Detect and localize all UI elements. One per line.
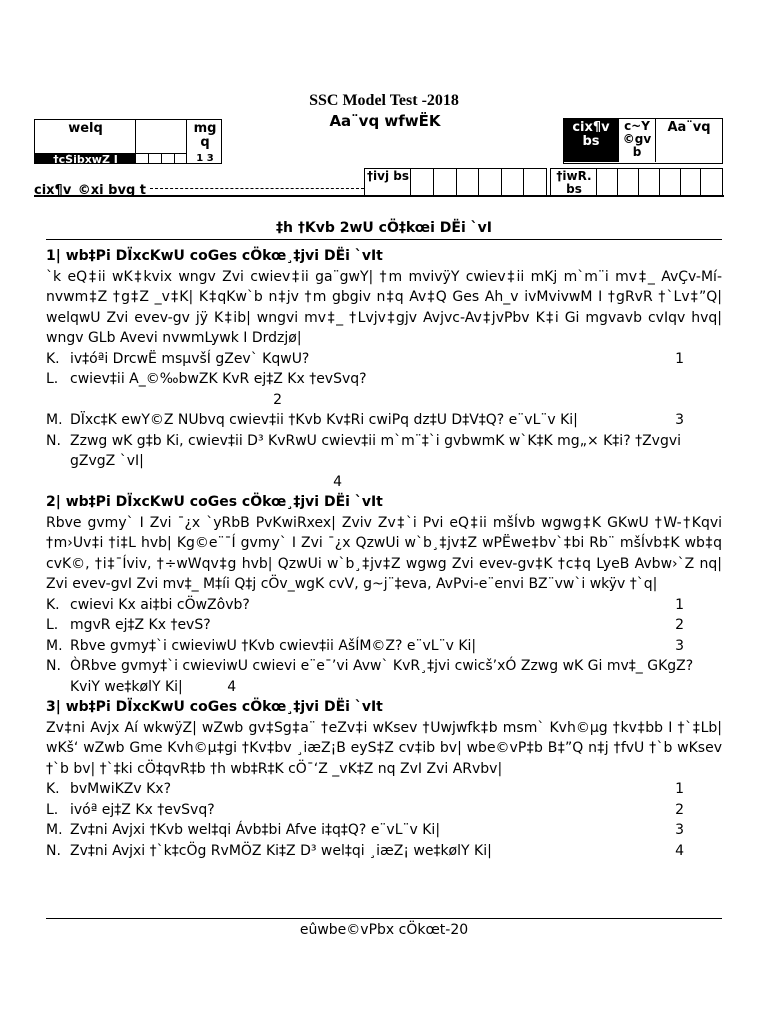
option-marks: 3	[675, 412, 684, 428]
subject-title: Aa¨vq wfwËK	[329, 112, 441, 130]
exam-info-box	[563, 118, 723, 164]
question-stem: Rbve gvmy` I Zvi ¯¿x `yRbB PvKwiRxex| Zviv Zv‡`i Pvi eQ‡ii mšÍvb wgwg‡K GKwU †W-†Kqvi †m›Uv‡i †i‡L hvb| Kg©e¨¯Í gvmy` I Zvi ¯¿x QzwUi w`b¸‡jv‡Z wPËwe‡bv`‡bi Rb¨ mšÍvb‡K wb‡q cvK©, †i‡¯Íviv, †÷wWqv‡g hvb| QzwUi w`b¸‡jv‡Z wgwg Zvi evev-gv‡K †c‡q LyeB Avbw›`Z nq| Zvi evev-gvI Zvi mv‡_ M‡íi Q‡j cÖv_wgK cvV, g~j¨‡eva, AvPvi-e¨envi BZ¨vw`i wkÿv †`q|	[46, 514, 722, 592]
code-label: mg q	[193, 121, 217, 150]
option-text: cwievi Kx ai‡bi cÖwZôvb?	[70, 596, 250, 613]
reg-digit-box[interactable]	[597, 169, 618, 195]
option-label: L.	[46, 801, 59, 818]
question-option	[46, 349, 722, 370]
chapter-label: Aa¨vq	[667, 120, 711, 135]
exam-title: SSC Model Test -2018	[309, 92, 459, 109]
full-marks-label: c~Y ©gv b	[622, 119, 652, 159]
option-marks: 4	[333, 473, 342, 490]
examinee-name-field[interactable]	[150, 188, 364, 189]
option-label: L.	[46, 371, 59, 387]
questions-container	[46, 246, 722, 861]
option-text: Zv‡ni Avjxi †`k‡cÖg RvMÖZ Ki‡Z D³ wel‡qi ¸iæZ¡ we‡kølY Ki|	[70, 842, 492, 859]
option-marks: 2	[273, 391, 282, 408]
question-option	[46, 800, 722, 821]
registration-label: †iwR. bs	[556, 169, 592, 196]
option-text: ÒRbve gvmy‡`i cwieviwU cwievi e¨e¯’vi Avw` KvR¸‡jvi cwicš’xÓ Zzwg wK Gi mv‡_ GKgZ? KviY we‡kølY Ki|	[70, 658, 694, 695]
question-3	[46, 697, 722, 861]
registration-box	[550, 168, 723, 196]
question-option	[46, 615, 722, 636]
footer-rule	[46, 918, 722, 919]
option-label: K.	[46, 596, 60, 613]
option-label: K.	[46, 781, 60, 797]
question-heading: 1| wb‡Pi DÏxcKwU coGes cÖkœ¸‡jvi DËi `vIt	[46, 248, 383, 264]
option-label: N.	[46, 432, 61, 449]
subject-name-cell: †cŠibxwZ I	[35, 154, 136, 163]
roll-digit-box[interactable]	[411, 169, 434, 195]
option-label: M.	[46, 412, 63, 428]
option-text: mgvR ej‡Z Kx †evS?	[70, 617, 211, 633]
question-option	[46, 841, 722, 862]
reg-digit-box[interactable]	[639, 169, 660, 195]
option-marks: 1	[675, 781, 684, 797]
option-marks: 4	[227, 678, 237, 695]
option-text: DÏxc‡K ewY©Z NUbvq cwiev‡ii †Kvb Kv‡Ri cwiPq dz‡U D‡V‡Q? e¨vL¨v Ki|	[70, 412, 578, 428]
question-option	[46, 820, 722, 841]
exam-number-label: cix¶v bs	[564, 119, 618, 162]
question-option	[46, 410, 722, 431]
question-option	[46, 369, 722, 410]
option-text: cwiev‡ii A_©‰bwZK KvR ej‡Z Kx †evSvq?	[70, 371, 367, 387]
option-label: N.	[46, 658, 61, 674]
question-option	[46, 595, 722, 616]
roll-digit-box[interactable]	[502, 169, 524, 195]
subject-code-value: 1 3	[196, 154, 214, 163]
section-rule	[46, 239, 722, 240]
section-instruction: ‡h †Kvb 2wU cÖ‡kœi DËi `vI	[276, 220, 492, 236]
question-1	[46, 246, 722, 492]
header-divider	[34, 195, 724, 197]
option-marks: 3	[675, 822, 684, 838]
roll-box	[364, 168, 547, 196]
subject-box	[34, 119, 222, 164]
option-marks: 3	[675, 637, 684, 654]
option-text: iv‡óªi DrcwË msµvšÍ gZev` KqwU?	[70, 350, 310, 367]
option-text: bvMwiKZv Kx?	[70, 781, 171, 797]
option-marks: 2	[675, 617, 684, 633]
question-2	[46, 492, 722, 697]
question-option	[46, 431, 722, 493]
option-text: Zv‡ni Avjxi †Kvb wel‡qi Ávb‡bi Afve i‡q‡Q? e¨vL¨v Ki|	[70, 822, 441, 838]
option-text: Rbve gvmy‡`i cwieviwU †Kvb cwiev‡ii AšÍM©Z? e¨vL¨v Ki|	[70, 637, 477, 654]
reg-digit-box[interactable]	[660, 169, 681, 195]
question-option	[46, 656, 722, 697]
question-option	[46, 779, 722, 800]
roll-digit-box[interactable]	[479, 169, 502, 195]
option-label: N.	[46, 842, 61, 859]
question-heading: 3| wb‡Pi DÏxcKwU coGes cÖkœ¸‡jvi DËi `vIt	[46, 699, 383, 715]
option-marks: 1	[675, 350, 684, 367]
question-stem: Zv‡ni Avjx Aí wkwÿZ| wZwb gv‡Sg‡a¨ †eZv‡i wKsev †Uwjwfk‡b msm` Kvh©µg †kv‡bb I †`‡Lb| wKš‘ wZwb Gme Kvh©µ‡gi †Kv‡bv ¸iæZ¡B eyS‡Z cv‡ib bv| wbe©vP‡b B‡”Q n‡j †fvU †`b wKsev †`b bv| †`‡ki cÖ‡qvR‡b †h wb‡R‡K cÖ¯‘Z _vK‡Z nq ZvI Zvi ARvbv|	[46, 719, 722, 777]
option-marks: 4	[675, 842, 684, 859]
option-label: M.	[46, 637, 63, 654]
option-marks: 1	[675, 596, 684, 613]
reg-digit-box[interactable]	[681, 169, 701, 195]
subject-label: welq	[68, 121, 103, 136]
option-label: K.	[46, 350, 60, 367]
question-option	[46, 636, 722, 657]
roll-digit-box[interactable]	[457, 169, 479, 195]
question-stem: `k eQ‡ii wK‡kvix wngv Zvi cwiev‡ii ga¨gwY| †m mvivÿY cwiev‡ii mKj m`m¨i mv‡_ AvÇv-Mí-nvwm‡Z †g‡Z _v‡K| K‡qKw`b n‡jv †m gbgiv n‡q Av‡Q Ges Ah_v ivMvivwM I †gRvR †`Lv‡”Q| welqwU Zvi evev-gv jÿ K‡ib| wngvi mv‡_ †Lvjv‡gjv Avjvc-Av‡jvPbv K‡i Gi mgvavb cvIqv hvq| wngv GLb Avevi nvwmLywk I Drdzjø|	[46, 268, 722, 346]
examinee-name-label: cix¶v_©xi bvg t	[34, 183, 146, 198]
roll-label: †ivj bs	[367, 169, 409, 183]
option-text: Zzwg wK g‡b Ki, cwiev‡ii D³ KvRwU cwiev‡ii m`m¨‡`i gvbwmK w`K‡K mg„× K‡i? †Zvgvi gZvgZ `vI|	[70, 432, 682, 469]
option-text: ivóª ej‡Z Kx †evSvq?	[70, 801, 215, 818]
roll-digit-box[interactable]	[434, 169, 457, 195]
option-label: M.	[46, 822, 63, 838]
question-heading: 2| wb‡Pi DÏxcKwU coGes cÖkœ¸‡jvi DËi `vIt	[46, 494, 383, 510]
option-marks: 2	[675, 801, 684, 818]
footer-text: eûwbe©vPbx cÖkœt-20	[299, 922, 469, 938]
reg-digit-box[interactable]	[618, 169, 639, 195]
option-label: L.	[46, 617, 59, 633]
